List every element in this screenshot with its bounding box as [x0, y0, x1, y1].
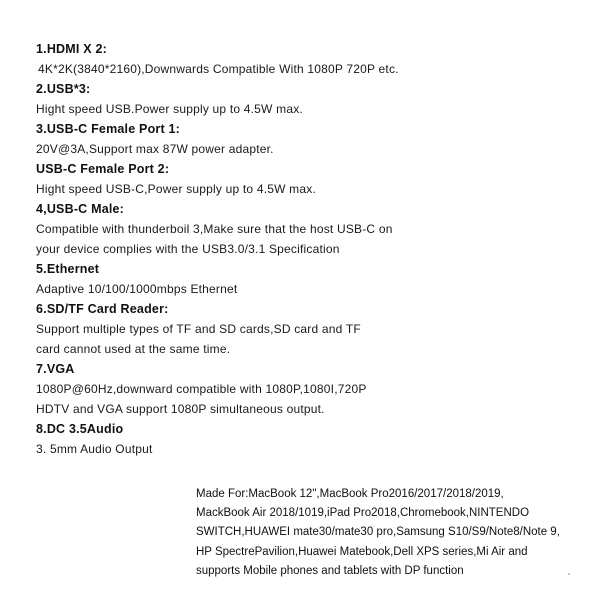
spec-desc-usbc-male-2: your device complies with the USB3.0/3.1 Specification	[36, 242, 340, 256]
spec-desc-usbc-port2: Hight speed USB-C,Power supply up to 4.5W max.	[36, 182, 316, 196]
spec-heading-usb: 2.USB*3:	[36, 82, 91, 96]
spec-desc-audio: 3. 5mm Audio Output	[36, 442, 153, 456]
scan-speck	[568, 573, 570, 575]
spec-heading-card-reader: 6.SD/TF Card Reader:	[36, 302, 169, 316]
spec-desc-usb: Hight speed USB.Power supply up to 4.5W max.	[36, 102, 303, 116]
spec-heading-usbc-port2: USB-C Female Port 2:	[36, 162, 170, 176]
spec-heading-audio: 8.DC 3.5Audio	[36, 422, 124, 436]
spec-desc-hdmi: 4K*2K(3840*2160),Downwards Compatible With 1080P 720P etc.	[38, 62, 399, 76]
spec-heading-ethernet: 5.Ethernet	[36, 262, 100, 276]
compatibility-line-2: MackBook Air 2018/1019,iPad Pro2018,Chromebook,NINTENDO	[196, 507, 530, 520]
spec-heading-usbc-male: 4,USB-C Male:	[36, 202, 125, 216]
compatibility-line-1: Made For:MacBook 12",MacBook Pro2016/2017/2018/2019,	[196, 488, 504, 500]
spec-desc-usbc-port1: 20V@3A,Support max 87W power adapter.	[36, 142, 274, 156]
spec-desc-vga-2: HDTV and VGA support 1080P simultaneous output.	[36, 402, 325, 416]
spec-desc-card-reader-1: Support multiple types of TF and SD cards,SD card and TF	[36, 322, 361, 336]
compatibility-line-3: SWITCH,HUAWEI mate30/mate30 pro,Samsung S10/S9/Note8/Note 9,	[196, 526, 560, 539]
spec-heading-usbc-port1: 3.USB-C Female Port 1:	[36, 122, 181, 136]
compatibility-note	[196, 485, 596, 581]
spec-desc-ethernet: Adaptive 10/100/1000mbps Ethernet	[36, 282, 238, 296]
compatibility-line-4: HP SpectrePavilion,Huawei Matebook,Dell XPS series,Mi Air and	[196, 545, 528, 558]
spec-list	[36, 39, 576, 459]
spec-desc-vga-1: 1080P@60Hz,downward compatible with 1080P,1080I,720P	[36, 382, 367, 396]
spec-desc-card-reader-2: card cannot used at the same time.	[36, 342, 231, 356]
spec-heading-vga: 7.VGA	[36, 362, 75, 376]
compatibility-line-5: supports Mobile phones and tablets with DP function	[196, 564, 464, 577]
spec-heading-hdmi: 1.HDMI X 2:	[36, 42, 107, 56]
spec-desc-usbc-male-1: Compatible with thunderboil 3,Make sure that the host USB-C on	[36, 222, 393, 236]
